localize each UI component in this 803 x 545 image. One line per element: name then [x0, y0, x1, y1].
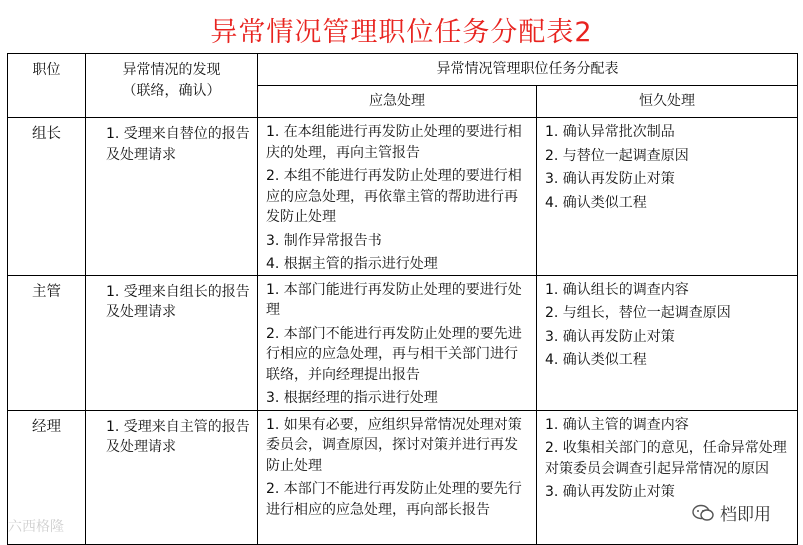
header-assignment-label: 异常情况管理职位任务分配表: [436, 61, 619, 77]
permanent-item: 3. 确认再发防止对策: [545, 171, 675, 187]
watermark-right: [688, 498, 775, 527]
emergency-item: 1. 在本组能进行再发防止处理的要进行相庆的处理，再向主管报告: [266, 124, 522, 161]
header-permanent: [537, 86, 798, 118]
emergency-item: 4. 根据主管的指示进行处理: [266, 256, 438, 272]
discovery-text: 1. 受理来自主管的报告及处理请求: [106, 418, 250, 455]
header-emergency: [258, 86, 537, 118]
permanent-item: 1. 确认主管的调查内容: [545, 416, 689, 433]
chat-bubble-icon: [692, 504, 714, 522]
header-emergency-label: 应急处理: [369, 93, 425, 109]
table-row: [8, 410, 798, 544]
emergency-item: 1. 如果有必要，应组织异常情况处理对策委员会，调查原因，探讨对策并进行再发防止处理: [266, 416, 522, 474]
discovery-text: 1. 受理来自替位的报告及处理请求: [106, 126, 250, 163]
role-label: 组长: [32, 126, 61, 142]
header-position-label: 职位: [32, 62, 61, 78]
header-assignment: [258, 54, 798, 86]
header-position: [8, 54, 86, 118]
emergency-item: 2. 本部门不能进行再发防止处理的要先进行相应的应急处理，再与相干关部门进行联络，并向经理提出报告: [266, 325, 522, 383]
emergency-item: 1. 本部门能进行再发防止处理的要进行处理: [266, 281, 522, 318]
emergency-item: 2. 本组不能进行再发防止处理的要进行相应的应急处理，再依靠主管的帮助进行再发防止处理: [266, 168, 522, 225]
header-discovery-line1: 异常情况的发现: [122, 62, 221, 78]
emergency-cell: [258, 410, 537, 544]
role-label: 主管: [32, 283, 61, 300]
permanent-item: 2. 与替位一起调查原因: [545, 147, 689, 164]
emergency-item: 2. 本部门不能进行再发防止处理的要先行进行相应的应急处理，再向部长报告: [266, 481, 522, 518]
permanent-cell: [537, 118, 798, 276]
emergency-cell: [258, 275, 537, 410]
permanent-item: 3. 确认再发防止对策: [545, 484, 675, 500]
table-row: [8, 118, 798, 276]
discovery-text: 1. 受理来自组长的报告及处理请求: [106, 283, 250, 320]
role-label: 经理: [32, 418, 61, 435]
emergency-cell: [258, 118, 537, 276]
permanent-cell: [537, 275, 798, 410]
permanent-item: 2. 与组长，替位一起调查原因: [545, 305, 731, 321]
discovery-cell: [86, 118, 258, 276]
permanent-item: 4. 确认类似工程: [545, 352, 647, 368]
assignment-table: [7, 53, 798, 545]
header-permanent-label: 恒久处理: [639, 93, 695, 109]
page-title: 异常情况管理职位任务分配表2: [210, 17, 593, 48]
permanent-item: 4. 确认类似工程: [545, 194, 647, 211]
permanent-item: 1. 确认异常批次制品: [545, 124, 675, 140]
table-row: [8, 275, 798, 410]
role-cell: [8, 275, 86, 410]
discovery-cell: [86, 275, 258, 410]
header-discovery: [86, 54, 258, 118]
watermark-right-text: 档即用: [720, 505, 771, 525]
permanent-item: 3. 确认再发防止对策: [545, 328, 675, 345]
permanent-item: 2. 收集相关部门的意见，任命异常处理对策委员会调查引起异常情况的原因: [545, 440, 787, 477]
role-cell: [8, 118, 86, 276]
emergency-item: 3. 根据经理的指示进行处理: [266, 390, 438, 406]
permanent-item: 1. 确认组长的调查内容: [545, 281, 689, 298]
header-discovery-line2: （联络，确认）: [122, 82, 221, 99]
watermark-left: 六西格隆: [8, 519, 64, 535]
emergency-item: 3. 制作异常报告书: [266, 232, 382, 249]
discovery-cell: [86, 410, 258, 544]
